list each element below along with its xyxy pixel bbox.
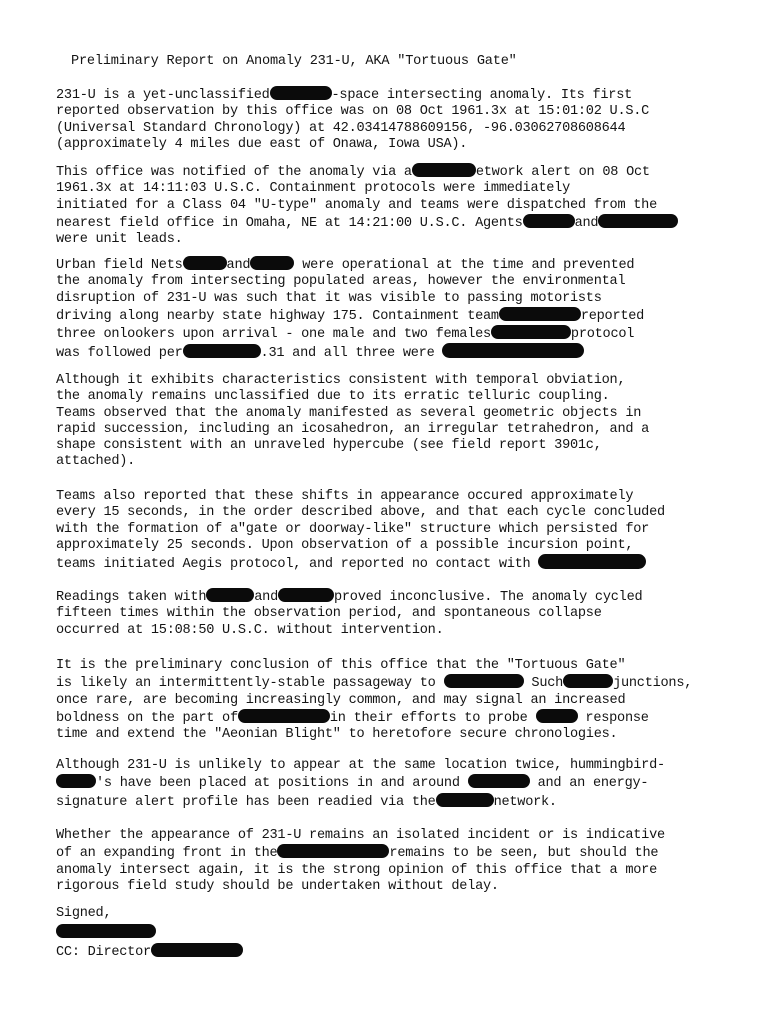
text: (Universal Standard Chronology) at 42.03414788609156, -96.03062708608644 bbox=[56, 120, 626, 136]
text: signature alert profile has been readied via the bbox=[56, 794, 436, 810]
paragraph-5 bbox=[56, 489, 665, 573]
text: of an expanding front in the bbox=[56, 846, 278, 862]
text: This office was notified of the anomaly via a bbox=[56, 165, 412, 180]
redaction-mark bbox=[444, 674, 524, 688]
text: network. bbox=[493, 794, 557, 810]
redaction-mark bbox=[278, 588, 334, 602]
text: proved inconclusive. The anomaly cycled bbox=[333, 590, 643, 605]
text: Whether the appearance of 231-U remains an isolated incident or is indicative bbox=[56, 828, 665, 843]
text: junctions, bbox=[613, 676, 693, 692]
redaction-mark bbox=[442, 343, 584, 358]
redaction-mark bbox=[238, 709, 330, 723]
text: and bbox=[254, 590, 278, 605]
redaction-mark bbox=[436, 793, 494, 807]
text: approximately 25 seconds. Upon observation of a possible incursion point, bbox=[56, 537, 634, 553]
text: teams initiated Aegis protocol, and reported no contact with bbox=[56, 557, 531, 573]
text: the anomaly from intersecting populated areas, however the environmental bbox=[56, 274, 626, 290]
report-title: Preliminary Report on Anomaly 231-U, AKA "Tortuous Gate" bbox=[71, 54, 517, 69]
text: and bbox=[226, 258, 251, 273]
redaction-mark bbox=[56, 924, 156, 938]
redaction-mark bbox=[598, 214, 678, 228]
redaction-mark bbox=[523, 214, 575, 228]
text: -space intersecting anomaly. Its first bbox=[331, 88, 633, 103]
redaction-mark bbox=[56, 774, 96, 788]
text: occurred at 15:08:50 U.S.C. without intervention. bbox=[56, 622, 444, 638]
redaction-mark bbox=[183, 256, 227, 270]
text: anomaly intersect again, it is the strong opinion of this office that a more bbox=[56, 862, 657, 878]
text: with the formation of a"gate or doorway-like" structure which persisted for bbox=[56, 521, 650, 537]
paragraph-3 bbox=[56, 256, 644, 363]
text: Although 231-U is unlikely to appear at the same location twice, hummingbird- bbox=[56, 758, 665, 773]
paragraph-7 bbox=[56, 658, 692, 743]
text: Readings taken with bbox=[56, 590, 207, 605]
text: time and extend the "Aeonian Blight" to heretofore secure chronologies. bbox=[56, 727, 618, 743]
signed-label: Signed, bbox=[56, 906, 112, 921]
text: shape consistent with an unraveled hypercube (see field report 3901c, bbox=[56, 438, 602, 454]
text: and bbox=[574, 215, 599, 231]
text: initiated for a Class 04 "U-type" anomaly and teams were dispatched from the bbox=[56, 197, 657, 213]
text: in their efforts to probe bbox=[329, 710, 528, 726]
text: were unit leads. bbox=[56, 232, 183, 248]
paragraph-6 bbox=[56, 588, 642, 639]
text: Such bbox=[531, 676, 564, 692]
text: Teams also reported that these shifts in appearance occured approximately bbox=[56, 489, 634, 504]
text: etwork alert on 08 Oct bbox=[475, 165, 650, 180]
text: once rare, are becoming increasingly common, and may signal an increased bbox=[56, 692, 626, 708]
text: remains to be seen, but should the bbox=[389, 846, 659, 862]
redaction-mark bbox=[183, 344, 261, 358]
text: and an energy- bbox=[537, 776, 649, 792]
redaction-mark bbox=[206, 588, 254, 602]
text: rapid succession, including an icosahedron, an irregular tetrahedron, and a bbox=[56, 421, 650, 437]
text: attached). bbox=[56, 454, 136, 470]
redaction-mark bbox=[491, 325, 571, 339]
text: Urban field Nets bbox=[56, 258, 183, 273]
cc-line bbox=[56, 943, 243, 961]
redaction-mark bbox=[412, 163, 476, 177]
paragraph-9 bbox=[56, 828, 665, 895]
text: reported observation by this office was on 08 Oct 1961.3x at 15:01:02 U.S.C bbox=[56, 104, 650, 120]
text: protocol bbox=[570, 327, 635, 343]
text: disruption of 231-U was such that it was visible to passing motorists bbox=[56, 290, 602, 306]
text: Teams observed that the anomaly manifested as several geometric objects in bbox=[56, 405, 642, 421]
text: (approximately 4 miles due east of Onawa, Iowa USA). bbox=[56, 136, 468, 152]
redaction-mark bbox=[563, 674, 613, 688]
text: response bbox=[585, 710, 649, 726]
text: 231-U is a yet-unclassified bbox=[56, 88, 270, 103]
text: three onlookers upon arrival - one male and two females bbox=[56, 327, 491, 343]
redaction-mark bbox=[536, 709, 578, 723]
text: nearest field office in Omaha, NE at 14:21:00 U.S.C. Agents bbox=[56, 215, 523, 231]
text: 1961.3x at 14:11:03 U.S.C. Containment protocols were immediately bbox=[56, 181, 570, 197]
redaction-mark bbox=[277, 844, 389, 858]
redaction-mark bbox=[538, 554, 646, 569]
text: .31 and all three were bbox=[260, 346, 435, 362]
redaction-mark bbox=[499, 307, 581, 321]
text: every 15 seconds, in the order described above, and that each cycle concluded bbox=[56, 505, 665, 521]
paragraph-8 bbox=[56, 758, 665, 811]
paragraph-1 bbox=[56, 86, 649, 153]
text: rigorous field study should be undertaken without delay. bbox=[56, 878, 499, 894]
redaction-mark bbox=[151, 943, 243, 957]
text: Although it exhibits characteristics consistent with temporal obviation, bbox=[56, 373, 626, 388]
text: 's have been placed at positions in and around bbox=[96, 776, 460, 792]
text: CC: Director bbox=[56, 945, 151, 960]
text: was followed per bbox=[56, 346, 183, 362]
redaction-mark bbox=[468, 774, 530, 788]
text: reported bbox=[580, 308, 645, 324]
redaction-mark bbox=[250, 256, 294, 270]
text: boldness on the part of bbox=[56, 710, 238, 726]
paragraph-2 bbox=[56, 163, 678, 248]
paragraph-4 bbox=[56, 373, 649, 471]
redaction-mark bbox=[270, 86, 332, 100]
text: is likely an intermittently-stable passageway to bbox=[56, 676, 436, 692]
text: driving along nearby state highway 175. Containment team bbox=[56, 308, 499, 324]
text: the anomaly remains unclassified due to its erratic telluric coupling. bbox=[56, 389, 610, 405]
text: fifteen times within the observation period, and spontaneous collapse bbox=[56, 606, 602, 622]
text: It is the preliminary conclusion of this office that the "Tortuous Gate" bbox=[56, 658, 626, 673]
text: were operational at the time and prevented bbox=[302, 258, 635, 273]
